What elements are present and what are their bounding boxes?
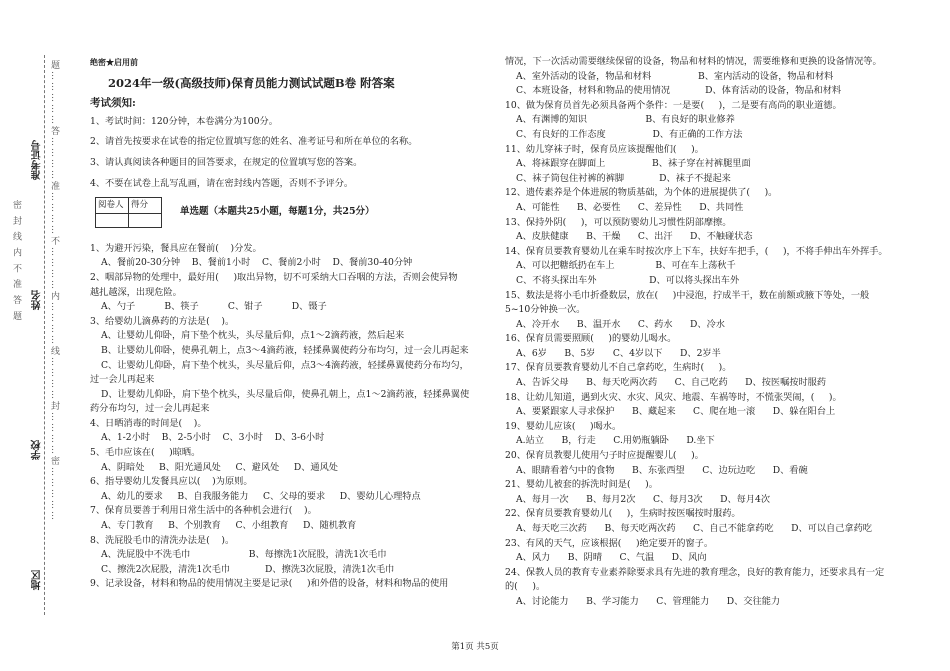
question-line: 药分布均匀，过一会儿再起来 [90, 403, 210, 415]
option-line: A、阴暗处 B、阳光通风处 C、避风处 D、通风处 [101, 461, 338, 473]
question-line: 12、遗传素养是个体进展的物质基础，为个体的进展提供了( )。 [505, 187, 778, 199]
seal-line [44, 55, 45, 615]
left-questions [90, 242, 485, 592]
question-line: 17、保育员要教育婴幼儿不自己拿药吃，生病时( )。 [505, 362, 732, 374]
notice-item: 4、不要在试卷上乱写乱画，请在密封线内答题，否则不予评分。 [90, 177, 354, 189]
question-line: 5、毛巾应该在( )晾晒。 [90, 447, 201, 459]
question-line: 越扎越深，出现危险。 [90, 286, 182, 298]
exam-id-label: 准考证号 [32, 140, 43, 180]
seal-line-text: 题……………答…………准…………不…………内…………线…………封…………密…………… [49, 60, 59, 522]
option-line: A、餐前20-30分钟 B、餐前1小时 C、餐前2小时 D、餐前30-40分钟 [101, 257, 413, 269]
secret-mark: 绝密★启用前 [90, 57, 138, 67]
option-line: A、有渊博的知识 B、有良好的职业修养 [516, 114, 735, 126]
option-line: A、让婴幼儿仰卧，肩下垫个枕头，头尽量后仰，点1～2滴药液，然后起来 [101, 330, 405, 342]
question-line: 7、保育员要善于利用日常生活中的各种机会进行( )。 [90, 505, 317, 517]
question-line: 8、洗屁股毛巾的清洗办法是( )。 [90, 534, 235, 546]
question-line: 14、保育员要教育婴幼儿在乘车时按次序上下车，扶好车把手，( )，不将手伸出车外挥手。 [505, 245, 888, 257]
question-line: 2、咽部异物的处理中，最好用( )取出异物，切不可采纳大口吞咽的方法，否则会使异物 [90, 271, 458, 283]
option-line: A、眼睛看着勺中的食物 B、东张西望 C、边玩边吃 D、看碗 [516, 464, 808, 476]
question-line: 21、婴幼儿被套的拆洗时间是( )。 [505, 479, 658, 491]
option-line: A、将袜跟穿在脚面上 B、袜子穿在衬裤腿里面 [516, 158, 751, 170]
question-line: 11、幼儿穿袜子时，保育员应该提醒他们( )。 [505, 143, 704, 155]
question-line: 10、做为保育员首先必须具备两个条件：一是要( )，二是要有高尚的职业道德。 [505, 99, 842, 111]
page-footer: 第1页 共5页 [451, 642, 499, 652]
question-line: 15、数法是将小毛巾折叠数层，放在( )中浸泡，拧成半干，数在前额或腋下等处，一般 [505, 289, 870, 301]
option-line: A、幼儿的要求 B、自我服务能力 C、父母的要求 D、婴幼儿心理特点 [101, 490, 421, 502]
notice-item: 1、考试时间：120分钟，本卷满分为100分。 [90, 115, 278, 127]
notice-item: 2、请首先按要求在试卷的指定位置填写您的姓名、准考证号和所在单位的名称。 [90, 136, 418, 148]
page-title: 2024年一级(高级技师)保育员能力测试试题B卷 附答案 [108, 75, 395, 90]
option-line: D、让婴幼儿仰卧，肩下垫个枕头，头尽量后仰，使鼻孔朝上，点1～2滴药液，轻揉鼻翼使 [101, 388, 470, 400]
score-cell [129, 213, 162, 227]
option-line: C、本班设备，材料和物品的使用情况 D、体育活动的设备，物品和材料 [516, 85, 842, 97]
option-line: A、每天吃三次药 B、每天吃两次药 C、自己不能拿药吃 D、可以自己拿药吃 [516, 523, 872, 534]
right-column [505, 55, 900, 610]
option-line: A、6岁 B、5岁 C、4岁以下 D、2岁半 [516, 347, 721, 359]
option-line: A、冷开水 B、温开水 C、药水 D、冷水 [516, 318, 725, 330]
binding-margin [0, 0, 62, 671]
option-line: A、勺子 B、筷子 C、钳子 D、镊子 [101, 301, 327, 313]
question-line: 20、保育员教婴儿使用勺子时应提醒婴儿( )。 [505, 450, 704, 462]
question-line: 4、日晒消毒的时间是( )。 [90, 417, 207, 429]
option-line: C、袜子筒包住衬裤的裤脚 D、袜子不提起来 [516, 172, 731, 184]
option-line: A、告诉父母 B、每天吃两次药 C、自己吃药 D、按医嘱按时服药 [516, 377, 827, 389]
question-line: 情况，下一次活动需要继续保留的设备，物品和材料的情况，需要维修和更换的设备情况等。 [505, 56, 882, 67]
question-line: 3、给婴幼儿滴鼻药的方法是( )。 [90, 315, 235, 327]
question-line: 9、记录设备，材料和物品的使用情况主要是记录( )和外借的设备，材料和物品的使用 [90, 578, 449, 590]
score-label: 得分 [129, 198, 162, 214]
option-line: A、专门教育 B、个别教育 C、小组教育 D、随机教育 [101, 520, 357, 532]
left-column [90, 55, 485, 592]
question-line: 1、为避开污染，餐具应在餐前( )分发。 [90, 242, 262, 254]
school-label: 学校 [32, 440, 43, 460]
question-line: 23、有风的天气，应该根据( )绝定要开的窗子。 [505, 537, 714, 549]
option-line: A、洗屁股中不洗毛巾 B、每擦洗1次屁股，清洗1次毛巾 [101, 549, 387, 561]
option-line: A、要紧跟家人寻求保护 B、藏起来 C、爬在地一滚 D、躲在阳台上 [516, 406, 836, 418]
seal-line-marks: 密 封 线 内 不 准 答 题 [11, 200, 21, 323]
option-line: A、1-2小时 B、2-5小时 C、3小时 D、3-6小时 [101, 432, 325, 444]
question-line: 5~10分钟换一次。 [505, 304, 586, 316]
option-line: C、不将头探出车外 D、可以将头探出车外 [516, 274, 740, 286]
option-line: A.站立 B，行走 C.用奶瓶躺卧 D.坐下 [516, 435, 715, 447]
question-line: 24、保教人员的教育专业素养除要求具有先进的教育理念，良好的教育能力，还要求具有一定 [505, 566, 885, 578]
option-line: C、擦洗2次屁股，清洗1次毛巾 D、擦洗3次屁股，清洗1次毛巾 [101, 563, 395, 575]
option-line: C、让婴幼儿仰卧，肩下垫个枕头，头尽量后仰，点3～4滴药液，轻揉鼻翼使药分布均匀， [101, 359, 469, 371]
question-line: 19、婴幼儿应该( )喝水。 [505, 420, 622, 432]
option-line: A、讨论能力 B、学习能力 C、管理能力 D、交往能力 [516, 595, 781, 607]
option-line: A、可能性 B、必要性 C、差异性 D、共同性 [516, 201, 744, 213]
notice-item: 3、请认真阅读各种题目的回答要求，在规定的位置填写您的答案。 [90, 156, 363, 168]
option-line: A、室外活动的设备，物品和材料 B、室内活动的设备，物品和材料 [516, 70, 834, 82]
option-line: A、每月一次 B、每月2次 C、每月3次 D、每月4次 [516, 493, 771, 505]
grader-cell [96, 213, 129, 227]
question-line: 的( )。 [505, 581, 546, 593]
question-line: 13、保持外阴( )，可以预防婴幼儿习惯性阴部摩擦。 [505, 216, 732, 228]
score-section [90, 197, 485, 228]
grader-label: 阅卷人 [96, 198, 129, 214]
option-line: B、让婴幼儿仰卧，使鼻孔朝上，点3～4滴药液，轻揉鼻翼使药分布均匀，过一会儿再起来 [101, 344, 469, 356]
question-line: 22、保育员要教育婴幼儿( )，生病时按医嘱按时服药。 [505, 508, 741, 520]
name-label: 姓名 [32, 290, 43, 310]
right-questions [505, 55, 900, 610]
question-line: 过一会儿再起来 [90, 374, 155, 386]
district-label: 地区 [32, 570, 43, 590]
option-line: C、有良好的工作态度 D、有正确的工作方法 [516, 128, 743, 140]
option-line: A、风力 B、阴晴 C、气温 D、风向 [516, 552, 707, 564]
notice-heading: 考试须知: [90, 97, 136, 110]
question-line: 16、保育员需要照顾( )的婴幼儿喝水。 [505, 333, 677, 345]
section-heading: 单选题（本题共25小题，每题1分，共25分） [180, 206, 375, 218]
question-line: 18、让幼儿知道，遇到火灾、水灾、风灾、地震、车祸等时，不慌张哭闹，( )。 [505, 391, 842, 403]
score-table [95, 197, 162, 228]
option-line: A、可以把糖纸扔在车上 B、可在车上荡秋千 [516, 260, 736, 272]
question-line: 6、指导婴幼儿发餐具应以( )为原则。 [90, 476, 253, 488]
option-line: A、皮肤健康 B、干燥 C、出汗 D、不触碰状态 [516, 231, 753, 243]
